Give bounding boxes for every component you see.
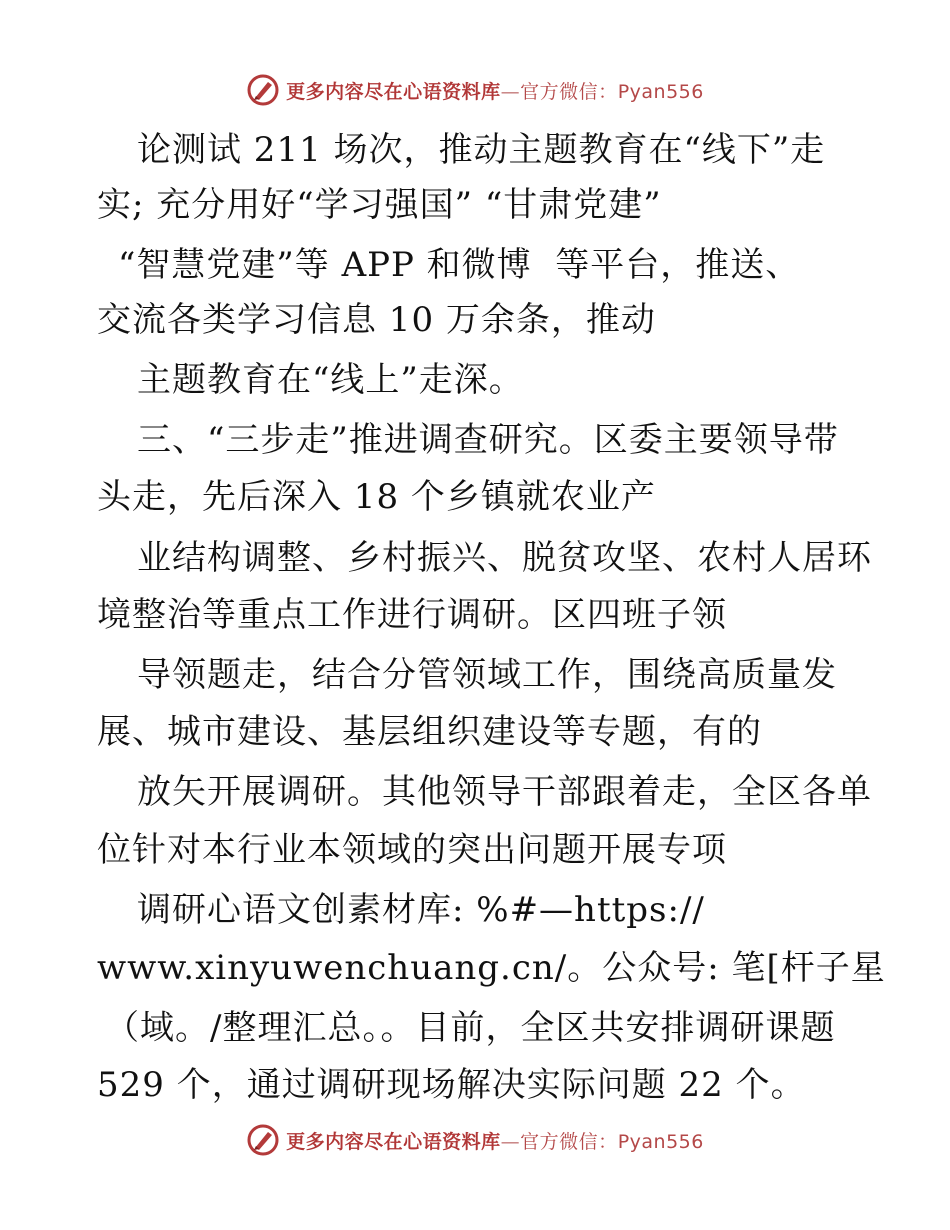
banner-official-label: 官方微信： bbox=[520, 80, 618, 103]
text-line-15: www.xinyuwenchuang.cn/。公众号: 笔[杆子星 bbox=[97, 948, 886, 988]
text-line-4: 交流各类学习信息 10 万余条，推动 bbox=[97, 300, 656, 340]
banner-main-text: 更多内容尽在心语资料库 bbox=[286, 80, 501, 103]
banner-text bbox=[286, 77, 704, 104]
banner-dash: — bbox=[500, 80, 521, 103]
banner-main-text: 更多内容尽在心语资料库 bbox=[286, 1130, 501, 1153]
banner-wechat-id: Pyan556 bbox=[617, 80, 704, 103]
text-line-14: 调研心语文创素材库: %#—https:// bbox=[137, 890, 705, 930]
pen-quill-logo-icon bbox=[246, 1123, 280, 1157]
banner-official-label: 官方微信： bbox=[520, 1130, 618, 1153]
text-line-11: 展、城市建设、基层组织建设等专题，有的 bbox=[97, 712, 762, 752]
banner-wechat-id: Pyan556 bbox=[617, 1130, 704, 1153]
text-line-17: 529 个，通过调研现场解决实际问题 22 个。 bbox=[97, 1065, 806, 1105]
pen-quill-logo-icon bbox=[246, 73, 280, 107]
text-line-13: 位针对本行业本领域的突出问题开展专项 bbox=[97, 830, 727, 870]
text-line-16: （域。/整理汇总。。目前，全区共安排调研课题 bbox=[105, 1008, 836, 1048]
text-line-3: “智慧党建”等 APP 和微博 等平台，推送、 bbox=[118, 245, 801, 285]
text-line-5: 主题教育在“线上”走深。 bbox=[137, 360, 524, 400]
text-line-10: 导领题走，结合分管领域工作，围绕高质量发 bbox=[137, 655, 837, 695]
banner-text bbox=[286, 1127, 704, 1154]
text-line-2: 实; 充分用好“学习强国” “甘肃党建” bbox=[97, 185, 662, 225]
text-line-7: 头走，先后深入 18 个乡镇就农业产 bbox=[97, 477, 656, 517]
text-line-9: 境整治等重点工作进行调研。区四班子领 bbox=[97, 595, 727, 635]
banner-dash: — bbox=[500, 1130, 521, 1153]
text-line-8: 业结构调整、乡村振兴、脱贫攻坚、农村人居环 bbox=[137, 538, 872, 578]
header-banner bbox=[0, 70, 950, 110]
text-line-12: 放矢开展调研。其他领导干部跟着走，全区各单 bbox=[137, 772, 872, 812]
text-line-1: 论测试 211 场次，推动主题教育在“线下”走 bbox=[137, 130, 826, 170]
footer-banner bbox=[0, 1120, 950, 1160]
text-line-6: 三、“三步走”推进调查研究。区委主要领导带 bbox=[137, 420, 839, 460]
